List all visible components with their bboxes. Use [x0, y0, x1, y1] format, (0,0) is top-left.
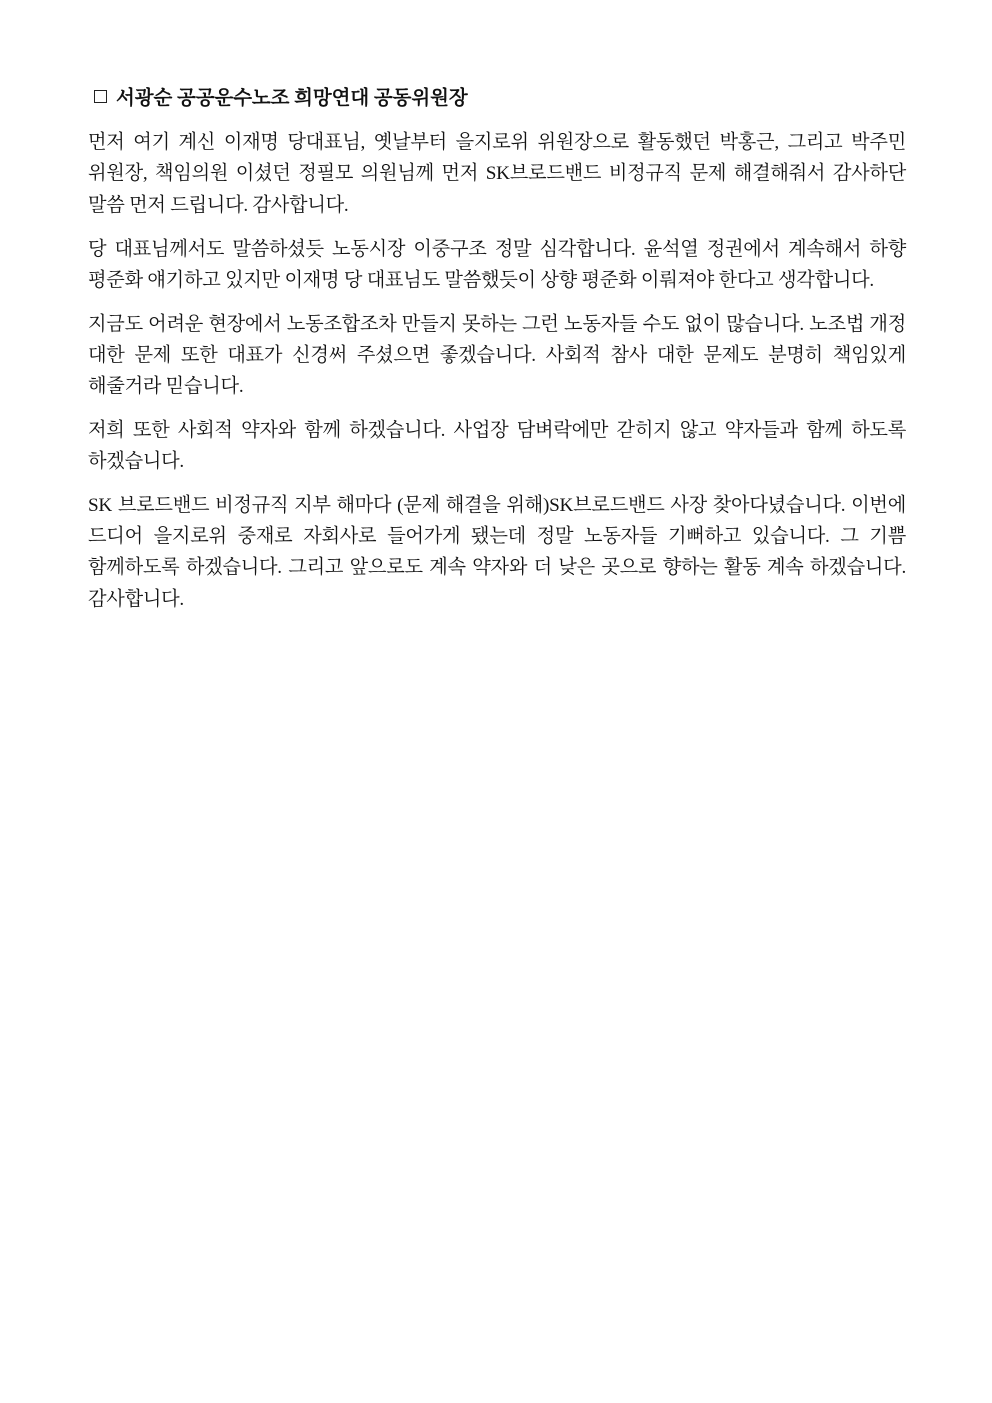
page-filler — [88, 628, 906, 629]
paragraph: SK 브로드밴드 비정규직 지부 해마다 (문제 해결을 위해)SK브로드밴드 사장 찾아다녔습니다. 이번에 드디어 을지로위 중재로 자회사로 들어가게 됐는데 정말 노동자들 기뻐하고 있습니다. 그 기쁨 함께하도록 하겠습니다. 그리고 앞으로도 계속 약자와 더 낮은 곳으로 향하는 활동 계속 하겠습니다. 감사합니다. — [88, 495, 906, 610]
paragraph: 먼저 여기 계신 이재명 당대표님, 옛날부터 을지로위 위원장으로 활동했던 박홍근, 그리고 박주민 위원장, 책임의원 이셨던 정필모 의원님께 먼저 SK브로드밴드 비정규직 문제 해결해줘서 감사하단 말씀 먼저 드립니다. 감사합니다. — [88, 132, 906, 216]
paragraph: 지금도 어려운 현장에서 노동조합조차 만들지 못하는 그런 노동자들 수도 없이 많습니다. 노조법 개정 대한 문제 또한 대표가 신경써 주셨으면 좋겠습니다. 사회적 참사 대한 문제도 분명히 책임있게 해줄거라 믿습니다. — [88, 313, 906, 397]
empty-square-icon — [94, 90, 107, 103]
section-heading-text: 서광순 공공운수노조 희망연대 공동위원장 — [116, 88, 468, 109]
paragraph: 저희 또한 사회적 약자와 함께 하겠습니다. 사업장 담벼락에만 갇히지 않고 약자들과 함께 하도록 하겠습니다. — [88, 420, 906, 473]
paragraph: 당 대표님께서도 말씀하셨듯 노동시장 이중구조 정말 심각합니다. 윤석열 정권에서 계속해서 하향 평준화 얘기하고 있지만 이재명 당 대표님도 말씀했듯이 상향 평준화 이뤄져야 한다고 생각합니다. — [88, 238, 906, 291]
document-body — [88, 86, 906, 629]
section-heading — [94, 86, 906, 111]
